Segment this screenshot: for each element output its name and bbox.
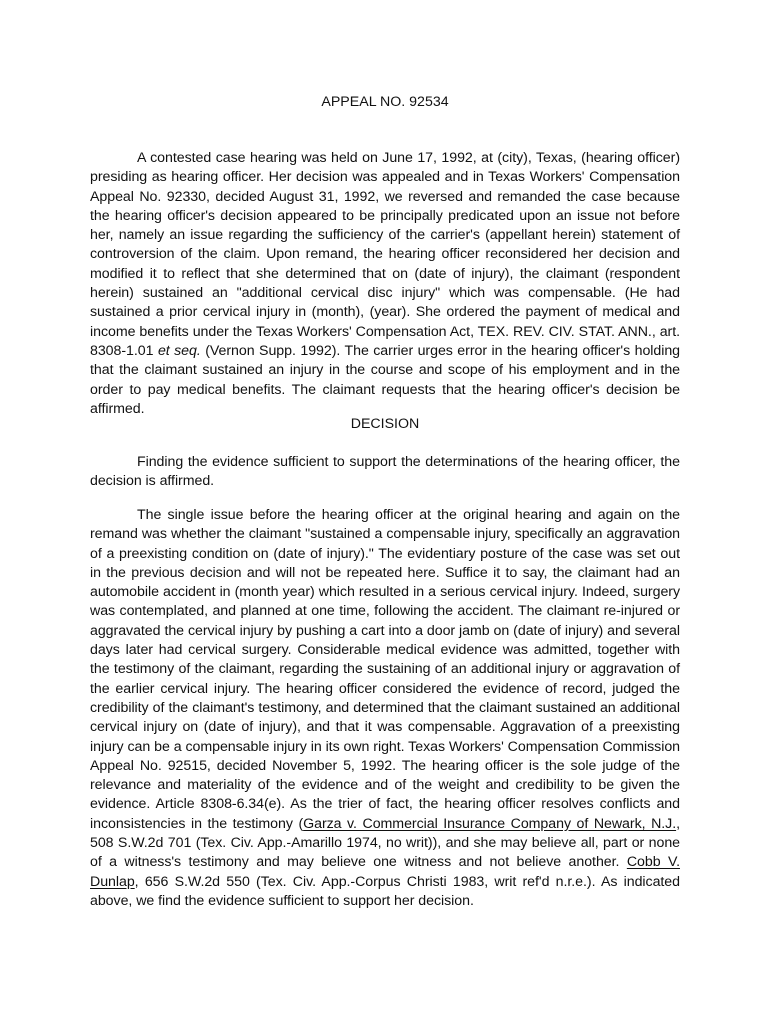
paragraph-holding: Finding the evidence sufficient to support the determinations of the hearing officer, the decision is affirmed. <box>90 454 680 490</box>
paragraph-analysis-text-b: , 508 S.W.2d 701 (Tex. Civ. App.-Amarillo 1974, no writ)), and she may believe all, part or none of a witness's testimony and may believe one witness and not believe another. <box>90 815 680 871</box>
page-title: APPEAL NO. 92534 <box>321 94 449 110</box>
paragraph-background-text-a: A contested case hearing was held on June 17, 1992, at (city), Texas, (hearing officer) presiding as hearing officer. Her decision was appealed and in Texas Workers' Compensation Appeal No. 92330, decided August 31, 1992, we reversed and remanded the case because the hearing officer's decision appeared to be principally predicated upon an issue not before her, namely an issue regarding the sufficiency of the carrier's (appellant herein) statement of controversion of the claim. Upon remand, the hearing officer reconsidered her decision and modified it to reflect that she determined that on (date of injury), the claimant (respondent herein) sustained an "additional cervical disc injury" which was compensable. (He had sustained a prior cervical injury in (month), (year). She ordered the payment of medical and income benefits under the Texas Workers' Compensation Act, TEX. REV. CIV. STAT. ANN., art. 8308-1.01 <box>90 150 680 359</box>
section-heading-decision: DECISION <box>350 416 420 432</box>
paragraph-analysis-text-c: , 656 S.W.2d 550 (Tex. Civ. App.-Corpus Christi 1983, writ ref'd n.r.e.). As indicated above, we find the evidence sufficient to support her decision. <box>90 873 680 909</box>
case-citation-cobb: Cobb V. Dunlap <box>90 854 680 890</box>
latin-emphasis: et seq. <box>157 342 201 359</box>
paragraph-analysis <box>90 506 680 911</box>
case-citation-garza: Garza v. Commercial Insurance Company of Newark, N.J. <box>303 815 677 832</box>
paragraph-background <box>90 149 680 419</box>
paragraph-background-text-b: (Vernon Supp. 1992). The carrier urges error in the hearing officer's holding that the claimant sustained an injury in the course and scope of his employment and in the order to pay medical benefits. The claimant requests that the hearing officer's decision be affirmed. <box>90 342 681 417</box>
paragraph-analysis-text-a: The single issue before the hearing officer at the original hearing and again on the remand was whether the claimant "sustained a compensable injury, specifically an aggravation of a preexisting condition on (date of injury)." The evidentiary posture of the case was set out in the previous decision and will not be repeated here. Suffice it to say, the claimant had an automobile accident in (month year) which resulted in a serious cervical injury. Indeed, surgery was contemplated, and planned at one time, following the accident. The claimant re-injured or aggravated the cervical injury by pushing a cart into a door jamb on (date of injury) and several days later had cervical surgery. Considerable medical evidence was admitted, together with the testimony of the claimant, regarding the sustaining of an additional injury or aggravation of the earlier cervical injury. The hearing officer considered the evidence of record, judged the credibility of the claimant's testimony, and determined that the claimant sustained an additional cervical injury on (date of injury), and that it was compensable. Aggravation of a preexisting injury can be a compensable injury in its own right. Texas Workers' Compensation Commission Appeal No. 92515, decided November 5, 1992. The hearing officer is the sole judge of the relevance and materiality of the evidence and of the weight and credibility to be given the evidence. Article 8308-6.34(e). As the trier of fact, the hearing officer resolves conflicts and inconsistencies in the testimony ( <box>90 507 680 832</box>
